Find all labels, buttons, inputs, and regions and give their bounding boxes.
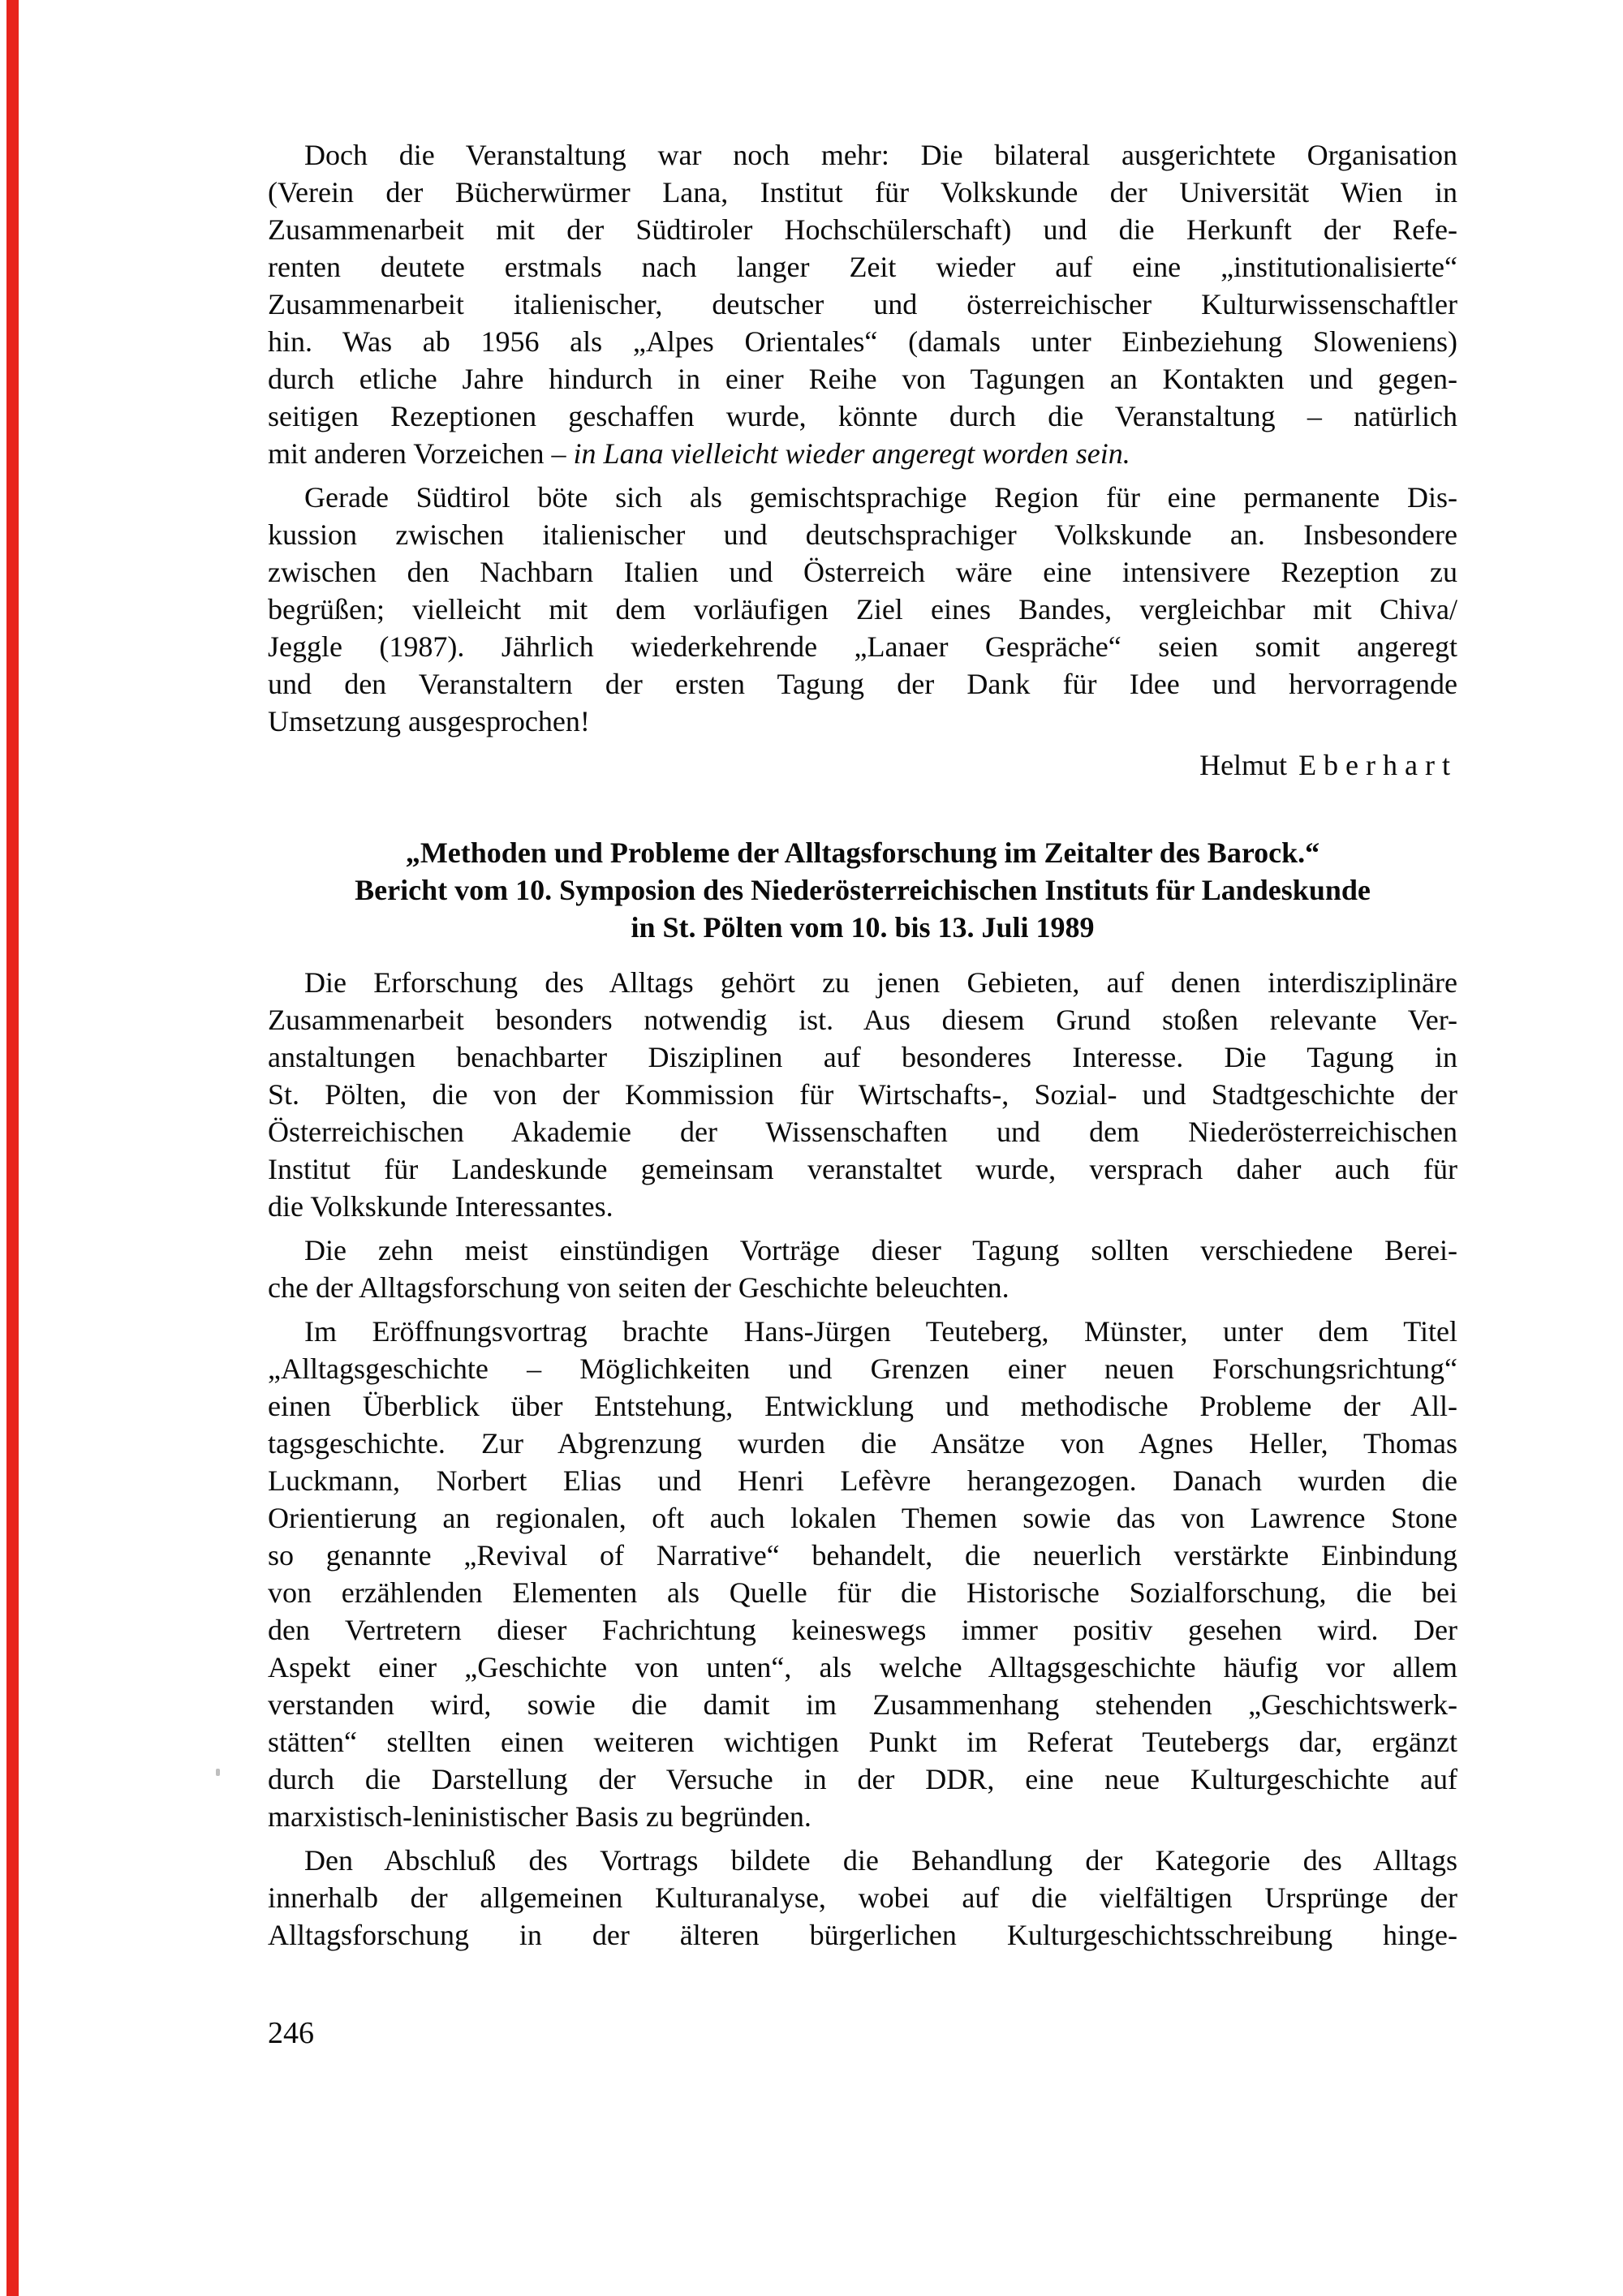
paragraph-5 bbox=[268, 1313, 1457, 1835]
text-line: Die zehn meist einstündigen Vorträge dieser Tagung sollten verschiedene Berei- bbox=[304, 1234, 1457, 1266]
text-line: einen Überblick über Entstehung, Entwicklung und methodische Probleme der All- bbox=[268, 1390, 1457, 1422]
text-line: tagsgeschichte. Zur Abgrenzung wurden die Ansätze von Agnes Heller, Thomas bbox=[268, 1427, 1457, 1460]
text-line: begrüßen; vielleicht mit dem vorläufigen Ziel eines Bandes, vergleichbar mit Chiva/ bbox=[268, 593, 1457, 626]
text-line: che der Alltagsforschung von seiten der Geschichte beleuchten. bbox=[268, 1271, 1010, 1304]
text-line: Doch die Veranstaltung war noch mehr: Die bilateral ausgerichtete Organisation bbox=[304, 139, 1457, 171]
text-line: Zusammenarbeit mit der Südtiroler Hochschülerschaft) und die Herkunft der Refe- bbox=[268, 213, 1457, 246]
page-number: 246 bbox=[268, 2016, 314, 2050]
text-line: durch die Darstellung der Versuche in der DDR, eine neue Kulturgeschichte auf bbox=[268, 1763, 1457, 1795]
text-line: zwischen den Nachbarn Italien und Österreich wäre eine intensivere Rezeption zu bbox=[268, 556, 1457, 588]
text-line: von erzählenden Elementen als Quelle für die Historische Sozialforschung, die bei bbox=[268, 1576, 1457, 1609]
text-line: anstaltungen benachbarter Disziplinen auf besonderes Interesse. Die Tagung in bbox=[268, 1041, 1457, 1073]
author-last-name: Eberhart bbox=[1298, 749, 1457, 781]
author-signature bbox=[268, 746, 1457, 784]
text-line: Aspekt einer „Geschichte von unten“, als welche Alltagsgeschichte häufig vor allem bbox=[268, 1651, 1457, 1683]
paragraph-1 bbox=[268, 136, 1457, 472]
text-line: Zusammenarbeit besonders notwendig ist. Aus diesem Grund stoßen relevante Ver- bbox=[268, 1004, 1457, 1036]
text-line: und den Veranstaltern der ersten Tagung der Dank für Idee und hervorragende bbox=[268, 668, 1457, 700]
text-line: stätten“ stellten einen weiteren wichtigen Punkt im Referat Teutebergs dar, ergänzt bbox=[268, 1726, 1457, 1758]
text-line: kussion zwischen italienischer und deutschsprachiger Volkskunde an. Insbesondere bbox=[268, 518, 1457, 551]
text-line: (Verein der Bücherwürmer Lana, Institut für Volkskunde der Universität Wien in bbox=[268, 176, 1457, 209]
text-line: Jeggle (1987). Jährlich wiederkehrende „Lanaer Gespräche“ seien somit angeregt bbox=[268, 630, 1457, 663]
text-line: Den Abschluß des Vortrags bildete die Behandlung der Kategorie des Alltags bbox=[304, 1844, 1457, 1877]
text-segment: mit anderen Vorzeichen – bbox=[268, 437, 574, 470]
heading-line: in St. Pölten vom 10. bis 13. Juli 1989 bbox=[631, 911, 1095, 944]
text-line: hin. Was ab 1956 als „Alpes Orientales“ (damals unter Einbeziehung Sloweniens) bbox=[268, 325, 1457, 358]
text-line: innerhalb der allgemeinen Kulturanalyse, wobei auf die vielfältigen Ursprünge der bbox=[268, 1881, 1457, 1914]
paragraph-4 bbox=[268, 1232, 1457, 1306]
paragraph-2 bbox=[268, 479, 1457, 740]
text-line: verstanden wird, sowie die damit im Zusammenhang stehenden „Geschichtswerk- bbox=[268, 1688, 1457, 1721]
text-line: Orientierung an regionalen, oft auch lokalen Themen sowie das von Lawrence Stone bbox=[268, 1502, 1457, 1534]
text-line: seitigen Rezeptionen geschaffen wurde, könnte durch die Veranstaltung – natürlich bbox=[268, 400, 1457, 432]
text-line bbox=[268, 435, 1457, 472]
text-line: die Volkskunde Interessantes. bbox=[268, 1190, 613, 1223]
text-line: Umsetzung ausgesprochen! bbox=[268, 705, 590, 737]
text-segment-italic: in Lana vielleicht wieder angeregt worden sein. bbox=[573, 437, 1130, 470]
author-first-name: Helmut bbox=[1199, 749, 1288, 781]
text-line: Alltagsforschung in der älteren bürgerlichen Kulturgeschichtsschreibung hinge- bbox=[268, 1919, 1457, 1951]
paragraph-6 bbox=[268, 1842, 1457, 1954]
text-line: St. Pölten, die von der Kommission für Wirtschafts-, Sozial- und Stadtgeschichte der bbox=[268, 1078, 1457, 1111]
text-line: „Alltagsgeschichte – Möglichkeiten und Grenzen einer neuen Forschungsrichtung“ bbox=[268, 1352, 1457, 1385]
text-column bbox=[268, 136, 1457, 2052]
text-line: Luckmann, Norbert Elias und Henri Lefèvre herangezogen. Danach wurden die bbox=[268, 1464, 1457, 1497]
text-line: marxistisch-leninistischer Basis zu begründen. bbox=[268, 1800, 812, 1833]
scan-edge-stripe bbox=[6, 0, 19, 2296]
heading-line: „Methoden und Probleme der Alltagsforschung im Zeitalter des Barock.“ bbox=[405, 836, 1320, 869]
text-line: Die Erforschung des Alltags gehört zu jenen Gebieten, auf denen interdisziplinäre bbox=[304, 966, 1457, 999]
text-line: Institut für Landeskunde gemeinsam veranstaltet wurde, versprach daher auch für bbox=[268, 1153, 1457, 1185]
text-line: durch etliche Jahre hindurch in einer Reihe von Tagungen an Kontakten und gegen- bbox=[268, 363, 1457, 395]
text-line: Zusammenarbeit italienischer, deutscher und österreichischer Kulturwissenschaftler bbox=[268, 288, 1457, 320]
text-line: Österreichischen Akademie der Wissenschaften und dem Niederösterreichischen bbox=[268, 1116, 1457, 1148]
paragraph-3 bbox=[268, 964, 1457, 1225]
heading-line: Bericht vom 10. Symposion des Niederösterreichischen Instituts für Landeskunde bbox=[355, 874, 1371, 906]
scan-speck-artifact bbox=[216, 1769, 220, 1776]
text-line: renten deutete erstmals nach langer Zeit wieder auf eine „institutionalisierte“ bbox=[268, 251, 1457, 283]
section-heading bbox=[268, 834, 1457, 946]
text-line: Gerade Südtirol böte sich als gemischtsprachige Region für eine permanente Dis- bbox=[304, 481, 1457, 514]
text-line: so genannte „Revival of Narrative“ behandelt, die neuerlich verstärkte Einbindung bbox=[268, 1539, 1457, 1572]
text-line: Im Eröffnungsvortrag brachte Hans-Jürgen Teuteberg, Münster, unter dem Titel bbox=[304, 1315, 1457, 1348]
text-line: den Vertretern dieser Fachrichtung keineswegs immer positiv gesehen wird. Der bbox=[268, 1614, 1457, 1646]
